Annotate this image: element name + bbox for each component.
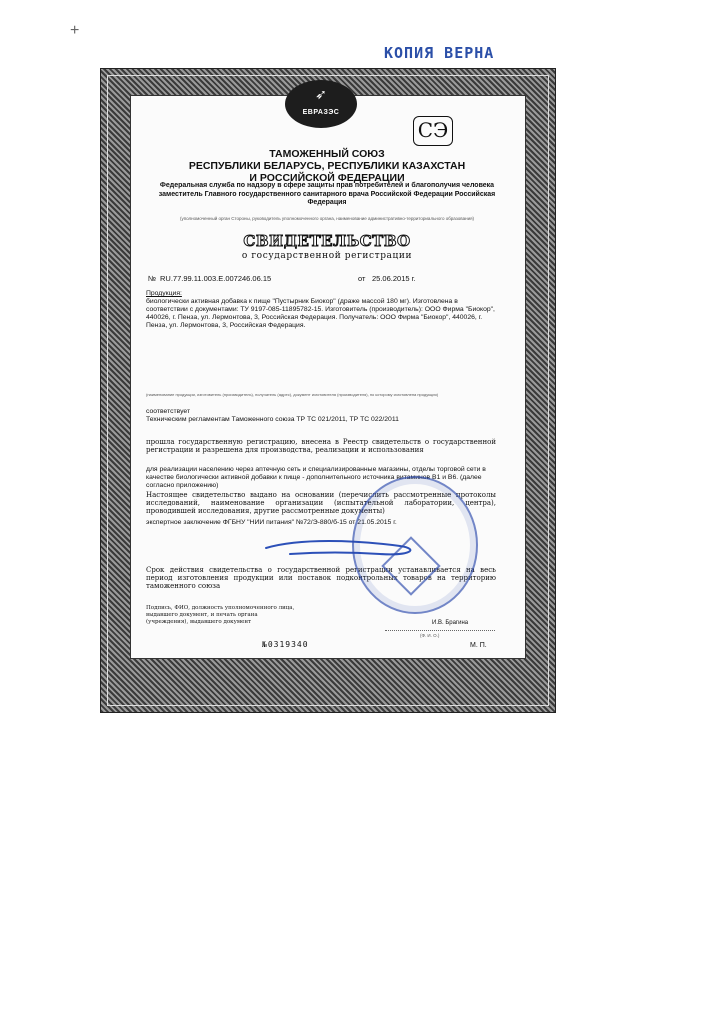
seal-place-label: М. П.	[470, 642, 487, 649]
signer-name-line	[385, 630, 495, 631]
registration-usage: для реализации населению через аптечную сеть и специализированные магазины, отделы торговой сети в качестве биологически активной добавки к пище - дополнительного источника витаминов В1 и В6. (далее согласно приложению)	[146, 466, 486, 489]
certificate-title: СВИДЕТЕЛЬСТВО	[243, 232, 411, 250]
registration-date: 25.06.2015 г.	[372, 274, 416, 283]
signer-name: И.В. Брагина	[432, 620, 469, 626]
conformity-mark-icon: СЭ	[413, 116, 453, 146]
authority-caption: (уполномоченный орган Стороны, руководитель уполномоченного органа, наименование административно-территориального образования)	[179, 216, 475, 221]
product-description: биологически активная добавка к пище "Пустырник Биокор" (драже массой 180 мг). Изготовлена в соответствии с документами: ТУ 9197-085-11895782-15. Изготовитель (производитель): ООО Фирма "Биокор", 440026, г. Пенза, ул. Лермонтова, 3, Российская Федерация. Получатель: ООО Фирма "Биокор", 440026, г. Пенза, ул. Лермонтова, 3, Российская Федерация.	[146, 298, 495, 329]
header-line-3: И РОССИЙСКОЙ ФЕДЕРАЦИИ	[249, 172, 405, 184]
copy-certified-stamp: КОПИЯ ВЕРНА	[384, 44, 495, 62]
form-serial-number: №0319340	[262, 640, 309, 649]
expert-conclusion: экспертное заключение ФГБНУ "НИИ питания" №72/Э-880/б-15 от 21.05.2015 г.	[146, 519, 397, 526]
union-header	[130, 148, 524, 184]
conformity-text: Техническим регламентам Таможенного союза ТР ТС 021/2011, ТР ТС 022/2011	[146, 416, 399, 423]
product-caption: (наименование продукции, изготовитель (производитель), получатель (адрес), документ изготовителя (производителя), по которому изготовлена продукция)	[146, 392, 439, 397]
header-line-2: РЕСПУБЛИКИ БЕЛАРУСЬ, РЕСПУБЛИКИ КАЗАХСТАН	[188, 160, 466, 172]
corner-crosshair-mark: +	[70, 22, 80, 39]
conformity-label: соответствует	[146, 408, 191, 415]
signer-name-caption: (Ф. И. О.)	[420, 633, 440, 638]
header-line-1: ТАМОЖЕННЫЙ СОЮЗ	[269, 148, 385, 160]
eurasec-logo	[285, 80, 357, 128]
issuing-authority: Федеральная служба по надзору в сфере защиты прав потребителей и благополучия человека заместитель Главного государственного санитарного врача Российской Федерации Российская Федерация	[158, 182, 496, 206]
registration-statement: прошла государственную регистрацию, внесена в Реестр свидетельств о государственной регистрации и разрешена для производства, реализации и использования	[146, 438, 496, 454]
validity-statement: Срок действия свидетельства о государственной регистрации устанавливается на весь период изготовления продукции или поставок подконтрольных товаров на территорию таможенного союза	[146, 566, 496, 590]
certificate-subtitle: о государственной регистрации	[241, 251, 413, 261]
basis-statement: Настоящее свидетельство выдано на основании (перечислить рассмотренные протоколы исследований, наименование организации (испытательной лаборатории, центра), проводившей исследования, другие рассмотренные документы)	[146, 491, 496, 515]
eurasec-emblem-icon: ➶	[315, 86, 327, 102]
registration-number: RU.77.99.11.003.Е.007246.06.15	[160, 274, 272, 283]
eurasec-logo-text: ЕВРАЗЭС	[302, 109, 340, 116]
conformity-section	[146, 408, 496, 424]
signature-caption: Подпись, ФИО, должность уполномоченного лица, выдавшего документ, и печать органа (учреждения), выдавшего документ	[146, 605, 295, 625]
product-section	[146, 290, 496, 330]
product-label: Продукция:	[146, 290, 182, 297]
registration-date-prefix: от	[358, 274, 366, 283]
registration-number-prefix: №	[148, 274, 157, 283]
